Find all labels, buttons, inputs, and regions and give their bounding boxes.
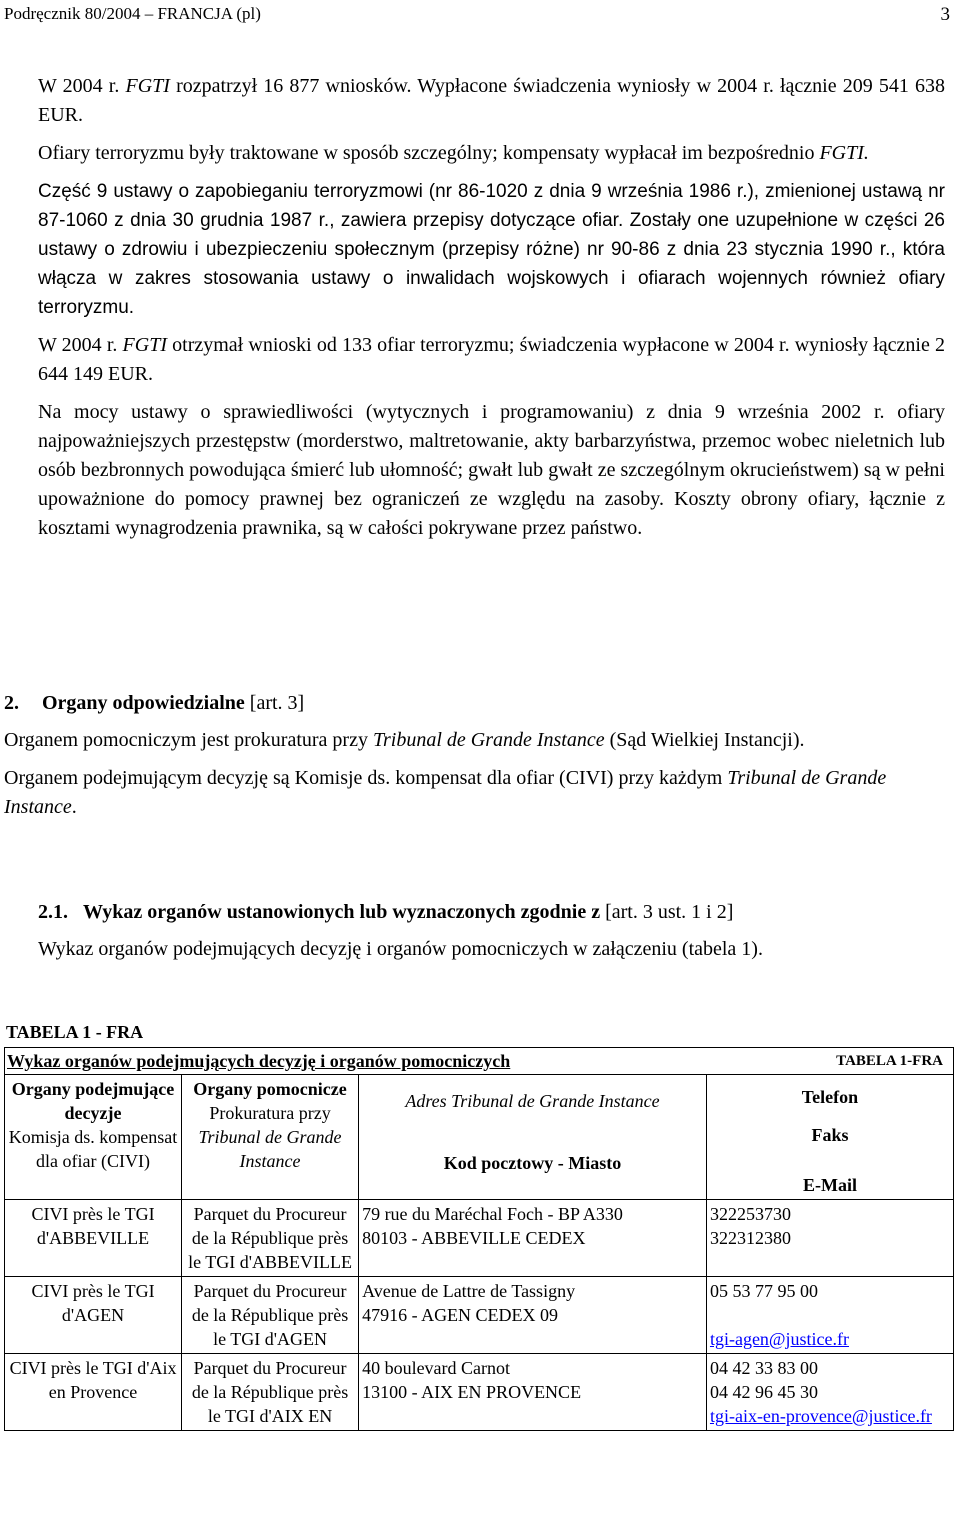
header-title: Podręcznik 80/2004 – FRANCJA (pl) [4,4,261,23]
section-2-1-heading: 2.1. Wykaz organów ustanowionych lub wyznaczonych zgodnie z [art. 3 ust. 1 i 2] [38,901,734,923]
section-2 [4,689,947,831]
row-contact: 05 53 77 95 00 tgi-agen@justice.fr [706,1277,953,1354]
row-decision-body: CIVI près le TGI d'AGEN [5,1277,182,1354]
table-tag: TABELA 1-FRA [836,1053,943,1069]
fgti-acronym: FGTI [122,334,167,356]
page-header [4,4,950,28]
table-header-row [5,1075,954,1200]
section-2-1-text: Wykaz organów podejmujących decyzję i organów pomocniczych w załączeniu (tabela 1). [38,938,763,960]
paragraph-fgti-terror-claims: W 2004 r. FGTI otrzymał wnioski od 133 ofiar terroryzmu; świadczenia wypłacone w 2004 r. wyniosły łącznie 2 644 149 EUR. [38,334,945,385]
paragraph-fgti-applications: W 2004 r. FGTI rozpatrzył 16 877 wniosków. Wypłacone świadczenia wyniosły w 2004 r. łącznie 209 541 638 EUR. [38,75,945,126]
row-assisting-body: Parquet du Procureur de la République près le TGI d'ABBEVILLE [182,1200,359,1277]
table-row [5,1200,954,1277]
paragraph-terror-law: Część 9 ustawy o zapobieganiu terroryzmowi (nr 86-1020 z dnia 9 września 1986 r.), zmienionej ustawą nr 87-1060 z dnia 30 grudnia 1987 r., zawiera przepisy dotyczące ofiar. Zostały one uzupełnione w części 26 ustawy o zdrowiu i ubezpieczeniu społecznym (przepisy różne) nr 90-86 z dnia 23 stycznia 1990 r., która włącza w zakres stosowania ustawy o inwalidach wojskowych i ofiarach wojennych również ofiary terroryzmu. [38,181,945,318]
body-paragraphs [38,72,945,552]
row-address: 79 rue du Maréchal Foch - BP A330 80103 - ABBEVILLE CEDEX [359,1200,707,1277]
row-address: Avenue de Lattre de Tassigny 47916 - AGEN CEDEX 09 [359,1277,707,1354]
table [4,1074,954,1431]
row-contact: 322253730 322312380 [706,1200,953,1277]
email-link[interactable]: tgi-agen@justice.fr [709,1329,849,1349]
row-contact: 04 42 33 83 00 04 42 96 45 30 tgi-aix-en-provence@justice.fr [706,1354,953,1431]
page-number: 3 [940,4,950,25]
section-2-heading: 2. Organy odpowiedzialne [art. 3] [4,692,305,714]
header-assisting-bodies: Organy pomocnicze Prokuratura przy Tribunal de Grande Instance [182,1075,359,1200]
table-title-row [4,1047,954,1074]
bodies-table [4,1047,954,1431]
section-2-1 [38,898,945,973]
table-title: Wykaz organów podejmujących decyzję i organów pomocniczych [7,1051,511,1071]
fgti-acronym: FGTI [125,75,170,97]
paragraph-terror-victims: Ofiary terroryzmu były traktowane w sposób szczególny; kompensaty wypłacał im bezpośrednio FGTI. [38,142,869,164]
row-address: 40 boulevard Carnot 13100 - AIX EN PROVENCE [359,1354,707,1431]
table-row [5,1354,954,1431]
row-assisting-body: Parquet du Procureur de la République près le TGI d'AIX EN [182,1354,359,1431]
row-decision-body: CIVI près le TGI d'ABBEVILLE [5,1200,182,1277]
row-assisting-body: Parquet du Procureur de la République près le TGI d'AGEN [182,1277,359,1354]
section-2-paragraph-2: Organem podejmującym decyzję są Komisje ds. kompensat dla ofiar (CIVI) przy każdym Tribunal de Grande Instance. [4,767,887,818]
fgti-acronym: FGTI. [819,142,869,164]
row-decision-body: CIVI près le TGI d'Aix en Provence [5,1354,182,1431]
table-row [5,1277,954,1354]
section-2-paragraph-1: Organem pomocniczym jest prokuratura przy Tribunal de Grande Instance (Sąd Wielkiej Instancji). [4,729,805,751]
header-decision-bodies: Organy podejmujące decyzje Komisja ds. kompensat dla ofiar (CIVI) [5,1075,182,1200]
email-link[interactable]: tgi-aix-en-provence@justice.fr [709,1406,932,1426]
table-caption: TABELA 1 - FRA [6,1022,144,1042]
header-contact: Telefon Faks E-Mail [706,1075,953,1200]
header-address: Adres Tribunal de Grande Instance Kod pocztowy - Miasto [359,1075,707,1200]
paragraph-legal-aid: Na mocy ustawy o sprawiedliwości (wytycznych i programowaniu) z dnia 9 września 2002 r. ofiary najpoważniejszych przestępstw (morderstwo, maltretowanie, akty barbarzyństwa, przemoc wobec nieletnich lub osób bezbronnych powodująca śmierć lub ułomność; gwałt lub gwałt ze szczególnym okrucieństwem) są w pełni upoważnione do pomocy prawnej bez ograniczeń ze względu na zasoby. Koszty obrony ofiary, łącznie z kosztami wynagrodzenia prawnika, są w całości pokrywane przez państwo. [38,401,945,539]
